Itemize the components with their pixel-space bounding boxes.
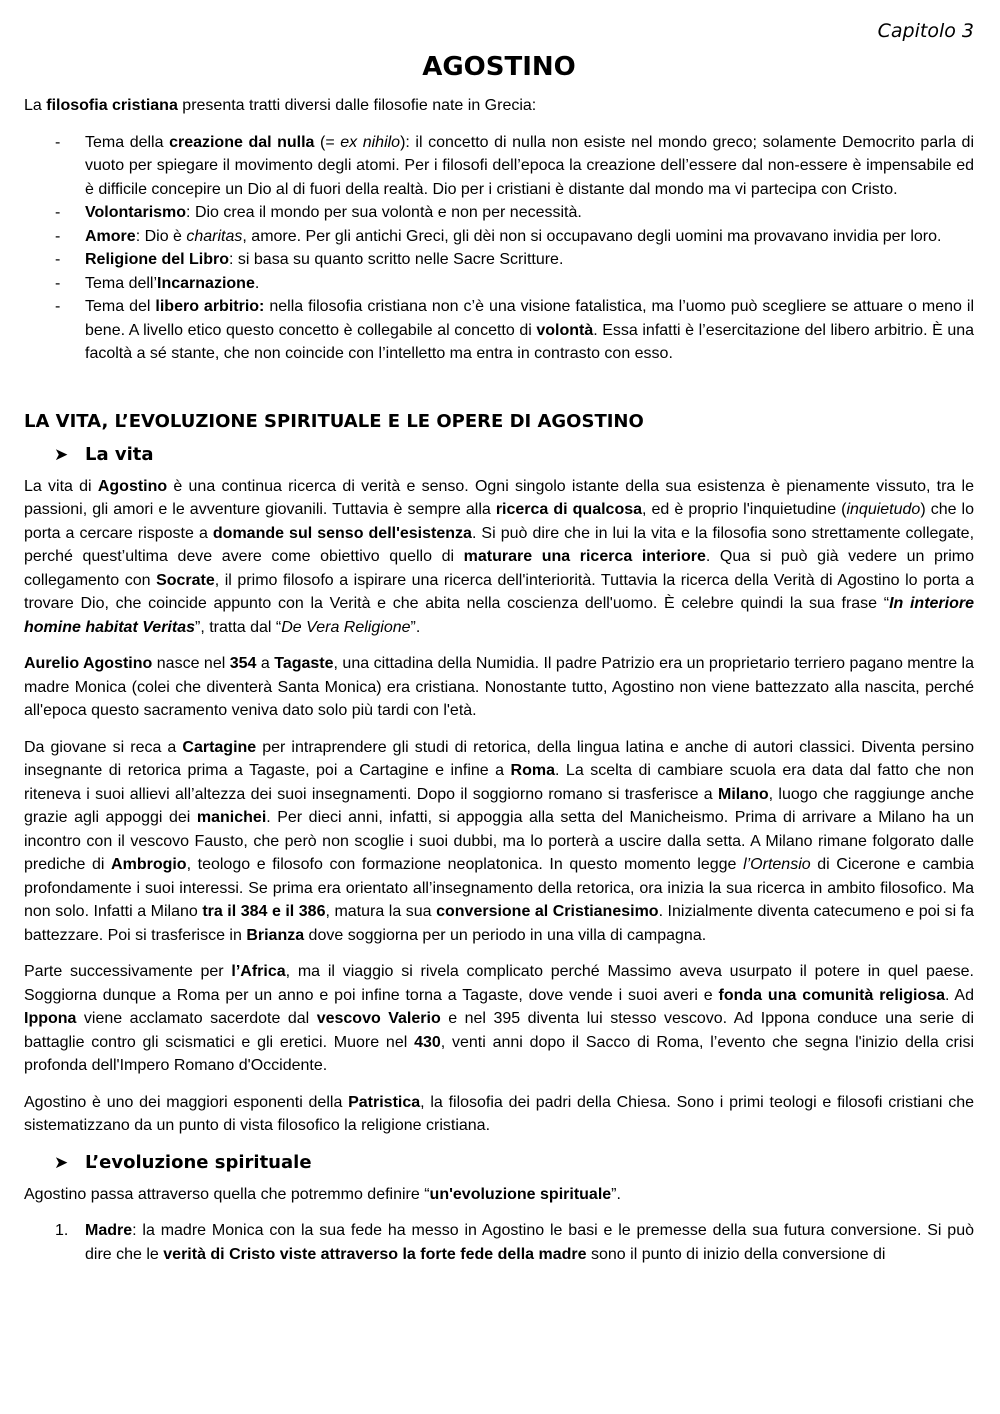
list-item: - Amore: Dio è charitas, amore. Per gli antichi Greci, gli dèi non si occupavano degli uomini ma provavano invidia per loro.: [24, 225, 974, 249]
paragraph-nascita: Aurelio Agostino nasce nel 354 a Tagaste, una cittadina della Numidia. Il padre Patrizio era un proprietario terriero pagano mentre la madre Monica (colei che diventerà Santa Monica) era cristiana. Nonostante tutto, Agostino non viene battezzato alla nascita, perché all'epoca questo sacramento veniva dato solo più tardi con l'età.: [24, 655, 975, 719]
list-marker: -: [55, 298, 61, 315]
arrow-icon: ➤: [54, 1152, 69, 1173]
list-item: - Volontarismo: Dio crea il mondo per sua volontà e non per necessità.: [24, 201, 974, 225]
list-marker: -: [55, 251, 61, 268]
list-marker: 1.: [55, 1222, 69, 1239]
arrow-icon: ➤: [54, 444, 69, 465]
section-heading: LA VITA, L’EVOLUZIONE SPIRITUALE E LE OPERE DI AGOSTINO: [24, 410, 644, 432]
list-marker: -: [55, 227, 61, 245]
paragraph-evoluzione: Agostino passa attraverso quella che potremmo definire “un'evoluzione spirituale”.: [24, 1185, 621, 1203]
evolution-list: [24, 1219, 974, 1266]
paragraph-studi: Da giovane si reca a Cartagine per intraprendere gli studi di retorica, della lingua latina e anche di autori classici. Diventa persino insegnante di retorica prima a Tagaste, poi a Cartagine e infine a Roma. La scelta di cambiare scuola era data dal fatto che non riteneva i suoi allievi all’altezza dei suoi insegnamenti. Dopo il soggiorno romano si trasferisce a Milano, luogo che raggiunge anche grazie agli appoggi dei manichei. Per dieci anni, infatti, si appoggia alla setta del Manicheismo. Prima di arrivare a Milano ha un incontro con il vescovo Fausto, che però non scoglie i suoi dubbi, ma lo porterà a uscire dalla setta. A Milano rimane folgorato dalle prediche di Ambrogio, teologo e filosofo con formazione neoplatonica. In questo momento legge l’Ortensio di Cicerone e cambia profondamente i suoi interessi. Se prima era orientato all’insegnamento della retorica, ora inizia la sua ricerca in ambito filosofico. Ma non solo. Infatti a Milano tra il 384 e il 386, matura la sua conversione al Cristianesimo. Inizialmente diventa catecumeno e poi si fa battezzare. Poi si trasferisce in Brianza dove soggiorna per un periodo in una villa di campagna.: [24, 738, 975, 944]
page-title: AGOSTINO: [422, 52, 576, 82]
list-item: - Tema dell’Incarnazione.: [24, 272, 974, 296]
subheading-la-vita: ➤ La vita: [54, 443, 154, 465]
list-item: 1. Madre: la madre Monica con la sua fede ha messo in Agostino le basi e le premesse della sua futura conversione. Si può dire che le verità di Cristo viste attraverso la forte fede della madre sono il punto di inizio della conversione di: [24, 1219, 974, 1266]
intro-paragraph: La filosofia cristiana presenta tratti diversi dalle filosofie nate in Grecia:: [24, 97, 537, 114]
chapter-label: Capitolo 3: [877, 20, 974, 42]
list-marker: -: [55, 204, 61, 221]
paragraph-africa: Parte successivamente per l’Africa, ma il viaggio si rivela complicato perché Massimo aveva usurpato il potere in quel paese. Soggiorna dunque a Roma per un anno e poi infine torna a Tagaste, dove vende i suoi averi e fonda una comunità religiosa. Ad Ippona viene acclamato sacerdote dal vescovo Valerio e nel 395 diventa lui stesso vescovo. Ad Ippona conduce una serie di battaglie contro gli scismatici e gli eretici. Muore nel 430, venti anni dopo il Sacco di Roma, l’evento che segna l'inizio della crisi profonda dell'Impero Romano d'Occidente.: [24, 963, 975, 1074]
paragraph-patristica: Agostino è uno dei maggiori esponenti della Patristica, la filosofia dei padri della Chiesa. Sono i primi teologi e filosofi cristiani che sistematizzano da un punto di vista filosofico la religione cristiana.: [24, 1093, 974, 1134]
list-item: - Tema della creazione dal nulla (= ex nihilo): il concetto di nulla non esiste nel mondo greco; solamente Democrito parla di vuoto per spiegare il movimento degli atomi. Per i filosofi dell’epoca la creazione dell’essere dal non-essere è impensabile ed è difficile concepire un Dio al di fuori della realtà. Dio per i cristiani è distante dal mondo ma vi partecipa con Cristo.: [24, 131, 974, 202]
list-item: - Tema del libero arbitrio: nella filosofia cristiana non c’è una visione fatalistica, ma l’uomo può scegliere se attuare o meno il bene. A livello etico questo concetto è collegabile al concetto di volontà. Essa infatti è l’esercitazione del libero arbitrio. È una facoltà a sé stante, che non coincide con l’intelletto ma entra in contrasto con esso.: [24, 295, 974, 366]
list-item: - Religione del Libro: si basa su quanto scritto nelle Sacre Scritture.: [24, 248, 974, 272]
list-marker: -: [55, 274, 61, 292]
document-page: [24, 20, 974, 1266]
paragraph-vita: La vita di Agostino è una continua ricerca di verità e senso. Ogni singolo istante della sua esistenza è pienamente vissuto, tra le passioni, gli amori e le avventure giovanili. Tuttavia è sempre alla ricerca di qualcosa, ed è proprio l'inquietudine (inquietudo) che lo porta a cercare risposte a domande sul senso dell'esistenza. Si può dire che in lui la vita e la filosofia sono strettamente collegate, perché quest’ultima deve avere come obiettivo quello di maturare una ricerca interiore. Qua si può già vedere un primo collegamento con Socrate, il primo filosofo a ispirare una ricerca dell'interiorità. Tuttavia la ricerca della Verità di Agostino lo porta a trovare Dio, che coincide appunto con la Verità e che abita nella coscienza dell'uomo. È celebre quindi la sua frase “In interiore homine habitat Veritas”, tratta dal “De Vera Religione”.: [24, 477, 975, 636]
subheading-evoluzione: ➤ L’evoluzione spirituale: [54, 1151, 312, 1173]
list-marker: -: [55, 133, 61, 151]
features-list: [24, 131, 974, 366]
